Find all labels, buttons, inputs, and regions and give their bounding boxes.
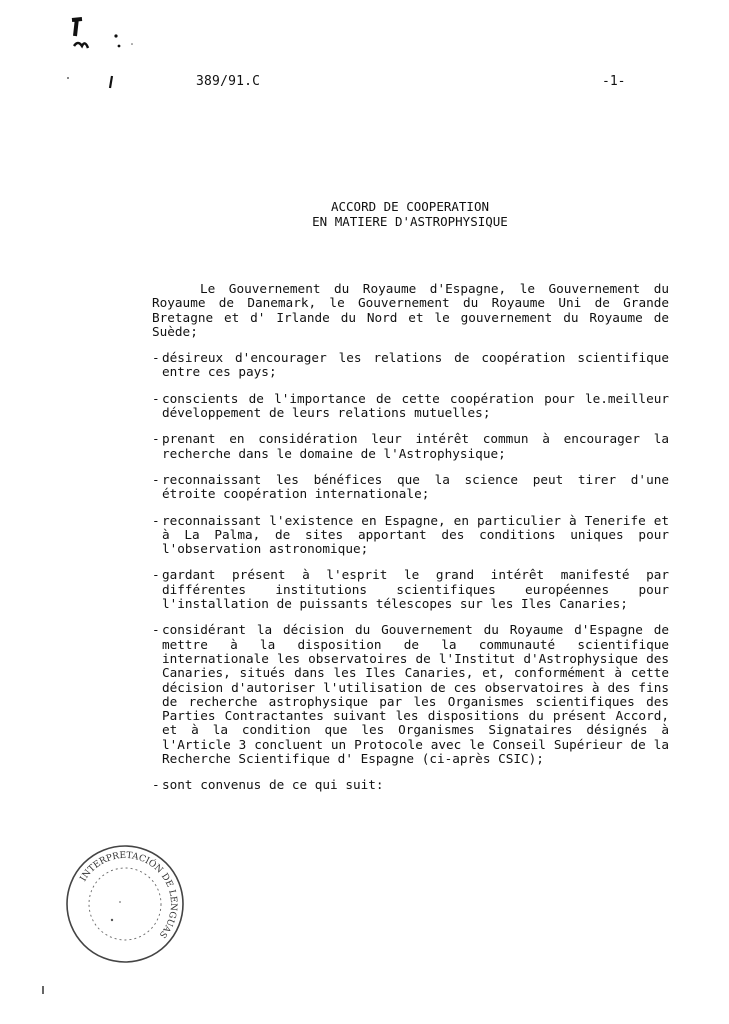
bullet-dash: - — [152, 567, 160, 583]
margin-mark — [42, 986, 44, 994]
title-line-2: EN MATIERE D'ASTROPHYSIQUE — [312, 214, 508, 229]
bullet-dash: - — [152, 390, 160, 406]
bullet-dash: - — [152, 512, 160, 528]
preamble-item — [152, 473, 669, 502]
stamp-text: INTERPRETACIÓN DE LENGUAS — [78, 850, 179, 940]
bullet-dash: - — [152, 777, 160, 793]
preamble-text: prenant en considération leur intérêt commun à encourager la recherche dans le domaine de l'Astrophysique; — [162, 431, 669, 461]
official-stamp — [60, 842, 190, 966]
preamble-text: reconnaissant l'existence en Espagne, en particulier à Tenerife et à La Palma, de sites apportant des conditions uniques pour l'observation astronomique; — [162, 512, 669, 557]
handwritten-marks — [60, 14, 150, 94]
preamble-text: désireux d'encourager les relations de coopération scientifique entre ces pays; — [162, 350, 669, 380]
preamble-text: sont convenus de ce qui suit: — [162, 777, 384, 793]
preamble-text: conscients de l'importance de cette coopération pour le.meilleur développement de leurs relations mutuelles; — [162, 390, 669, 421]
preamble-item — [152, 432, 669, 461]
bullet-dash: - — [152, 431, 160, 447]
preamble-item-closing — [152, 778, 669, 792]
preamble-text: reconnaissant les bénéfices que la science peut tirer d'une étroite coopération internationale; — [162, 471, 669, 502]
title-line-1: ACCORD DE COOPERATION — [330, 199, 490, 214]
preamble-item — [152, 514, 669, 557]
preamble-text: gardant présent à l'esprit le grand intérêt manifesté par différentes institutions scientifiques européennes pour l'installation de puissants télescopes sur les Iles Canaries; — [162, 567, 669, 612]
preamble-item — [152, 392, 669, 421]
intro-paragraph: Le Gouvernement du Royaume d'Espagne, le Gouvernement du Royaume de Danemark, le Gouvernement du Royaume Uni de Grande Bretagne et d' Irlande du Nord et le gouvernement du Royaume de Suède; — [152, 281, 669, 339]
bullet-dash: - — [152, 622, 160, 638]
preamble-item — [152, 351, 669, 380]
bullet-dash: - — [152, 471, 160, 487]
page-number: -1- — [602, 74, 626, 89]
preamble-item — [152, 623, 669, 766]
preamble-text: considérant la décision du Gouvernement du Royaume d'Espagne de mettre à la disposition de la communauté scientifique internationale les observatoires de l'Institut d'Astrophysique des Canaries, situés dans les Iles Canaries, et, conformément à cette décision d'autoriser l'utilisation de ces observatoires à des fins de recherche astrophysique par les Organismes scientifiques des Parties Contractantes suivant les dispositions du présent Accord, et à la condition que les Organismes Signataires désignés à l'Article 3 concluent un Protocole avec le Conseil Supérieur de la Recherche Scientifique d' Espagne (ci-après CSIC); — [162, 622, 669, 767]
preamble-item — [152, 568, 669, 611]
bullet-dash: - — [152, 350, 160, 366]
document-title — [150, 199, 670, 229]
document-reference: 389/91.C — [196, 74, 261, 89]
document-body — [152, 282, 669, 805]
